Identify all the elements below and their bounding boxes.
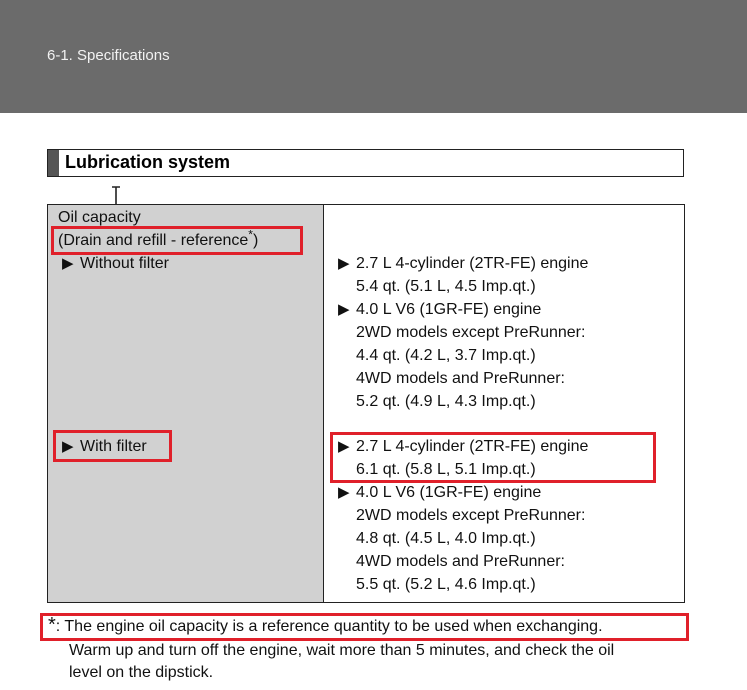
text-cursor-icon <box>110 186 122 206</box>
capacity-value: 5.2 qt. (4.9 L, 4.3 Imp.qt.) <box>356 393 536 410</box>
engine-1gr: 4.0 L V6 (1GR-FE) engine <box>356 484 542 501</box>
label-column <box>48 205 324 602</box>
spec-table <box>47 204 685 603</box>
value-column <box>325 205 684 602</box>
section-title-bar <box>48 150 59 176</box>
capacity-value: 4.8 qt. (4.5 L, 4.0 Imp.qt.) <box>356 530 536 547</box>
footnote-line3: level on the dipstick. <box>69 664 214 681</box>
arrow-icon: ▶ <box>338 301 350 318</box>
arrow-icon: ▶ <box>338 484 350 501</box>
without-filter-text: Without filter <box>80 255 169 272</box>
footnote-line2: Warm up and turn off the engine, wait more than 5 minutes, and check the oil <box>69 642 615 659</box>
spec-line <box>338 482 541 504</box>
engine-1gr: 4.0 L V6 (1GR-FE) engine <box>356 301 542 318</box>
engine-2tr: 2.7 L 4-cylinder (2TR-FE) engine <box>356 255 589 272</box>
highlight-footnote <box>40 613 689 641</box>
section-title-box <box>47 149 684 177</box>
reference-star: * <box>248 227 253 242</box>
highlight-2tr-with-filter <box>330 432 656 483</box>
highlight-with-filter <box>53 430 172 462</box>
capacity-value: 6.1 qt. (5.8 L, 5.1 Imp.qt.) <box>356 461 536 478</box>
model-label: 2WD models except PreRunner: <box>356 324 586 341</box>
engine-2tr: 2.7 L 4-cylinder (2TR-FE) engine <box>356 438 589 455</box>
model-label: 4WD models and PreRunner: <box>356 553 565 570</box>
page-header <box>0 0 747 113</box>
spec-line <box>338 253 588 275</box>
capacity-value: 5.4 qt. (5.1 L, 4.5 Imp.qt.) <box>356 278 536 295</box>
arrow-icon: ▶ <box>338 255 350 272</box>
arrow-icon: ▶ <box>62 438 74 455</box>
model-label: 2WD models except PreRunner: <box>356 507 586 524</box>
footnote-text1: : The engine oil capacity is a reference quantity to be used when exchanging. <box>55 618 603 635</box>
with-filter-text: With filter <box>80 438 147 455</box>
without-filter-label <box>62 253 169 275</box>
capacity-value: 5.5 qt. (5.2 L, 4.6 Imp.qt.) <box>356 576 536 593</box>
drain-refill-close: ) <box>252 232 259 249</box>
section-title: Lubrication system <box>65 152 231 172</box>
section-breadcrumb: 6-1. Specifications <box>47 47 170 64</box>
spec-line <box>338 299 541 321</box>
drain-refill-text: (Drain and refill - reference <box>58 232 249 249</box>
arrow-icon: ▶ <box>62 255 74 272</box>
arrow-icon: ▶ <box>338 438 350 455</box>
highlight-drain-refill <box>51 226 303 255</box>
oil-capacity-label: Oil capacity <box>58 209 141 226</box>
capacity-value: 4.4 qt. (4.2 L, 3.7 Imp.qt.) <box>356 347 536 364</box>
model-label: 4WD models and PreRunner: <box>356 370 565 387</box>
footnote-star: * <box>48 614 56 636</box>
